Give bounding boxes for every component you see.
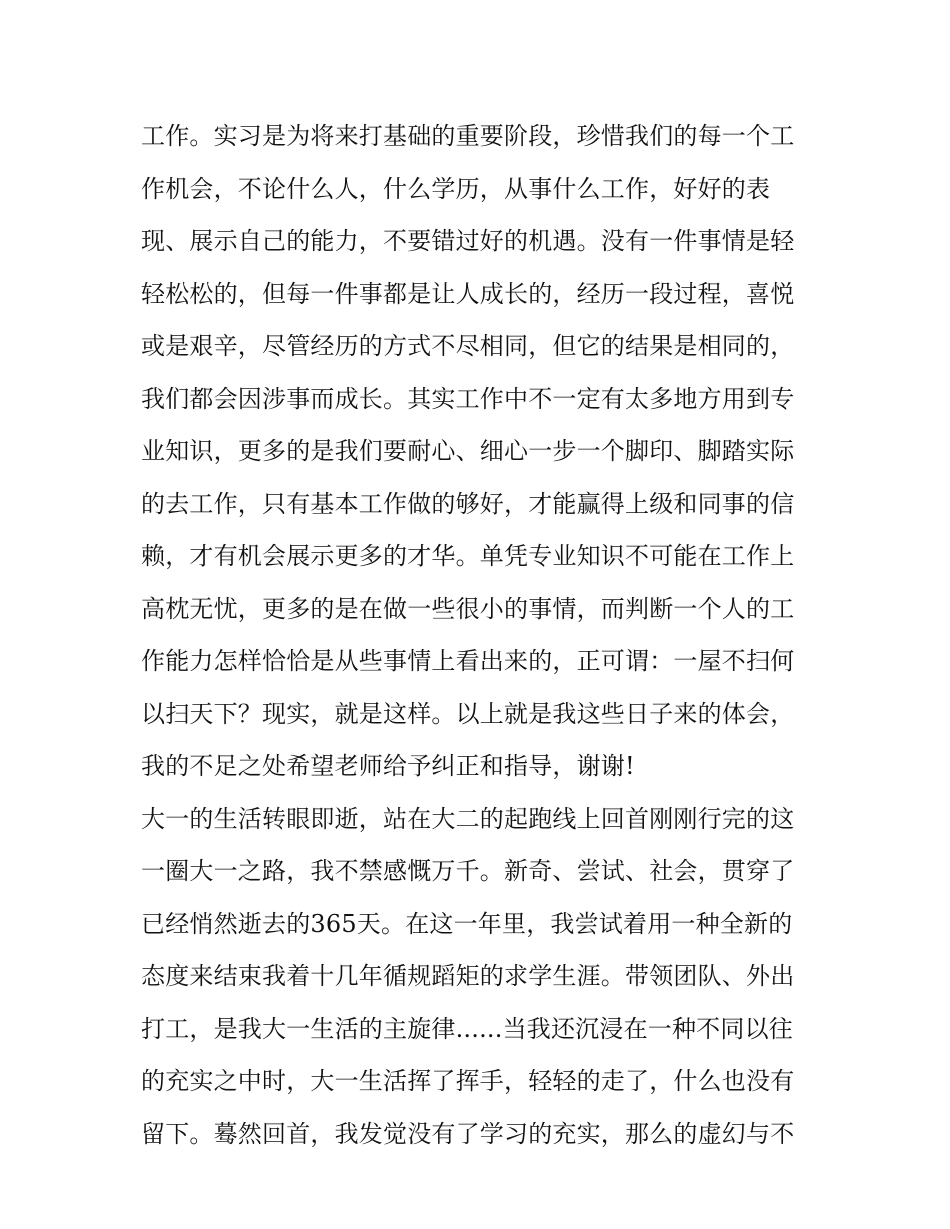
text-line: 留下。蓦然回首，我发觉没有了学习的充实，那么的虚幻与不 (141, 1119, 795, 1148)
text-line: 以扫天下？现实，就是这样。以上就是我这些日子来的体会， (141, 699, 795, 728)
text-line: 现、展示自己的能力，不要错过好的机遇。没有一件事情是轻 (141, 227, 795, 255)
text-line: 大一的生活转眼即逝，站在大二的起跑线上回首刚刚行完的这 (141, 804, 795, 833)
text-line: 我们都会因涉事而成长。其实工作中不一定有太多地方用到专 (141, 384, 795, 413)
text-line: 一圈大一之路，我不禁感慨万千。新奇、尝试、社会，贯穿了 (141, 857, 795, 885)
text-line: 轻松松的，但每一件事都是让人成长的，经历一段过程，喜悦 (141, 279, 795, 308)
text-line: 工作。实习是为将来打基础的重要阶段，珍惜我们的每一个工 (141, 122, 795, 150)
text-line: 高枕无忧，更多的是在做一些很小的事情，而判断一个人的工 (141, 594, 795, 623)
text-line: 我的不足之处希望老师给予纠正和指导，谢谢! (141, 752, 635, 780)
text-line: 作能力怎样恰恰是从些事情上看出来的，正可谓：一屋不扫何 (141, 647, 795, 675)
text-line: 态度来结束我着十几年循规蹈矩的求学生涯。带领团队、外出 (141, 962, 795, 990)
text-line: 赖，才有机会展示更多的才华。单凭专业知识不可能在工作上 (141, 542, 795, 570)
text-line: 业知识，更多的是我们要耐心、细心一步一个脚印、脚踏实际 (141, 437, 795, 465)
text-line: 作机会，不论什么人，什么学历，从事什么工作，好好的表 (141, 174, 771, 203)
text-line: 或是艰辛，尽管经历的方式不尽相同，但它的结果是相同的， (141, 332, 795, 360)
text-line: 打工，是我大一生活的主旋律......当我还沉浸在一种不同以往 (141, 1014, 793, 1043)
text-line: 已经悄然逝去的365天。在这一年里，我尝试着用一种全新的 (141, 909, 793, 938)
text-line: 的去工作，只有基本工作做的够好，才能赢得上级和同事的信 (141, 489, 795, 518)
text-line: 的充实之中时，大一生活挥了挥手，轻轻的走了，什么也没有 (141, 1067, 795, 1095)
body-text (141, 110, 821, 1160)
